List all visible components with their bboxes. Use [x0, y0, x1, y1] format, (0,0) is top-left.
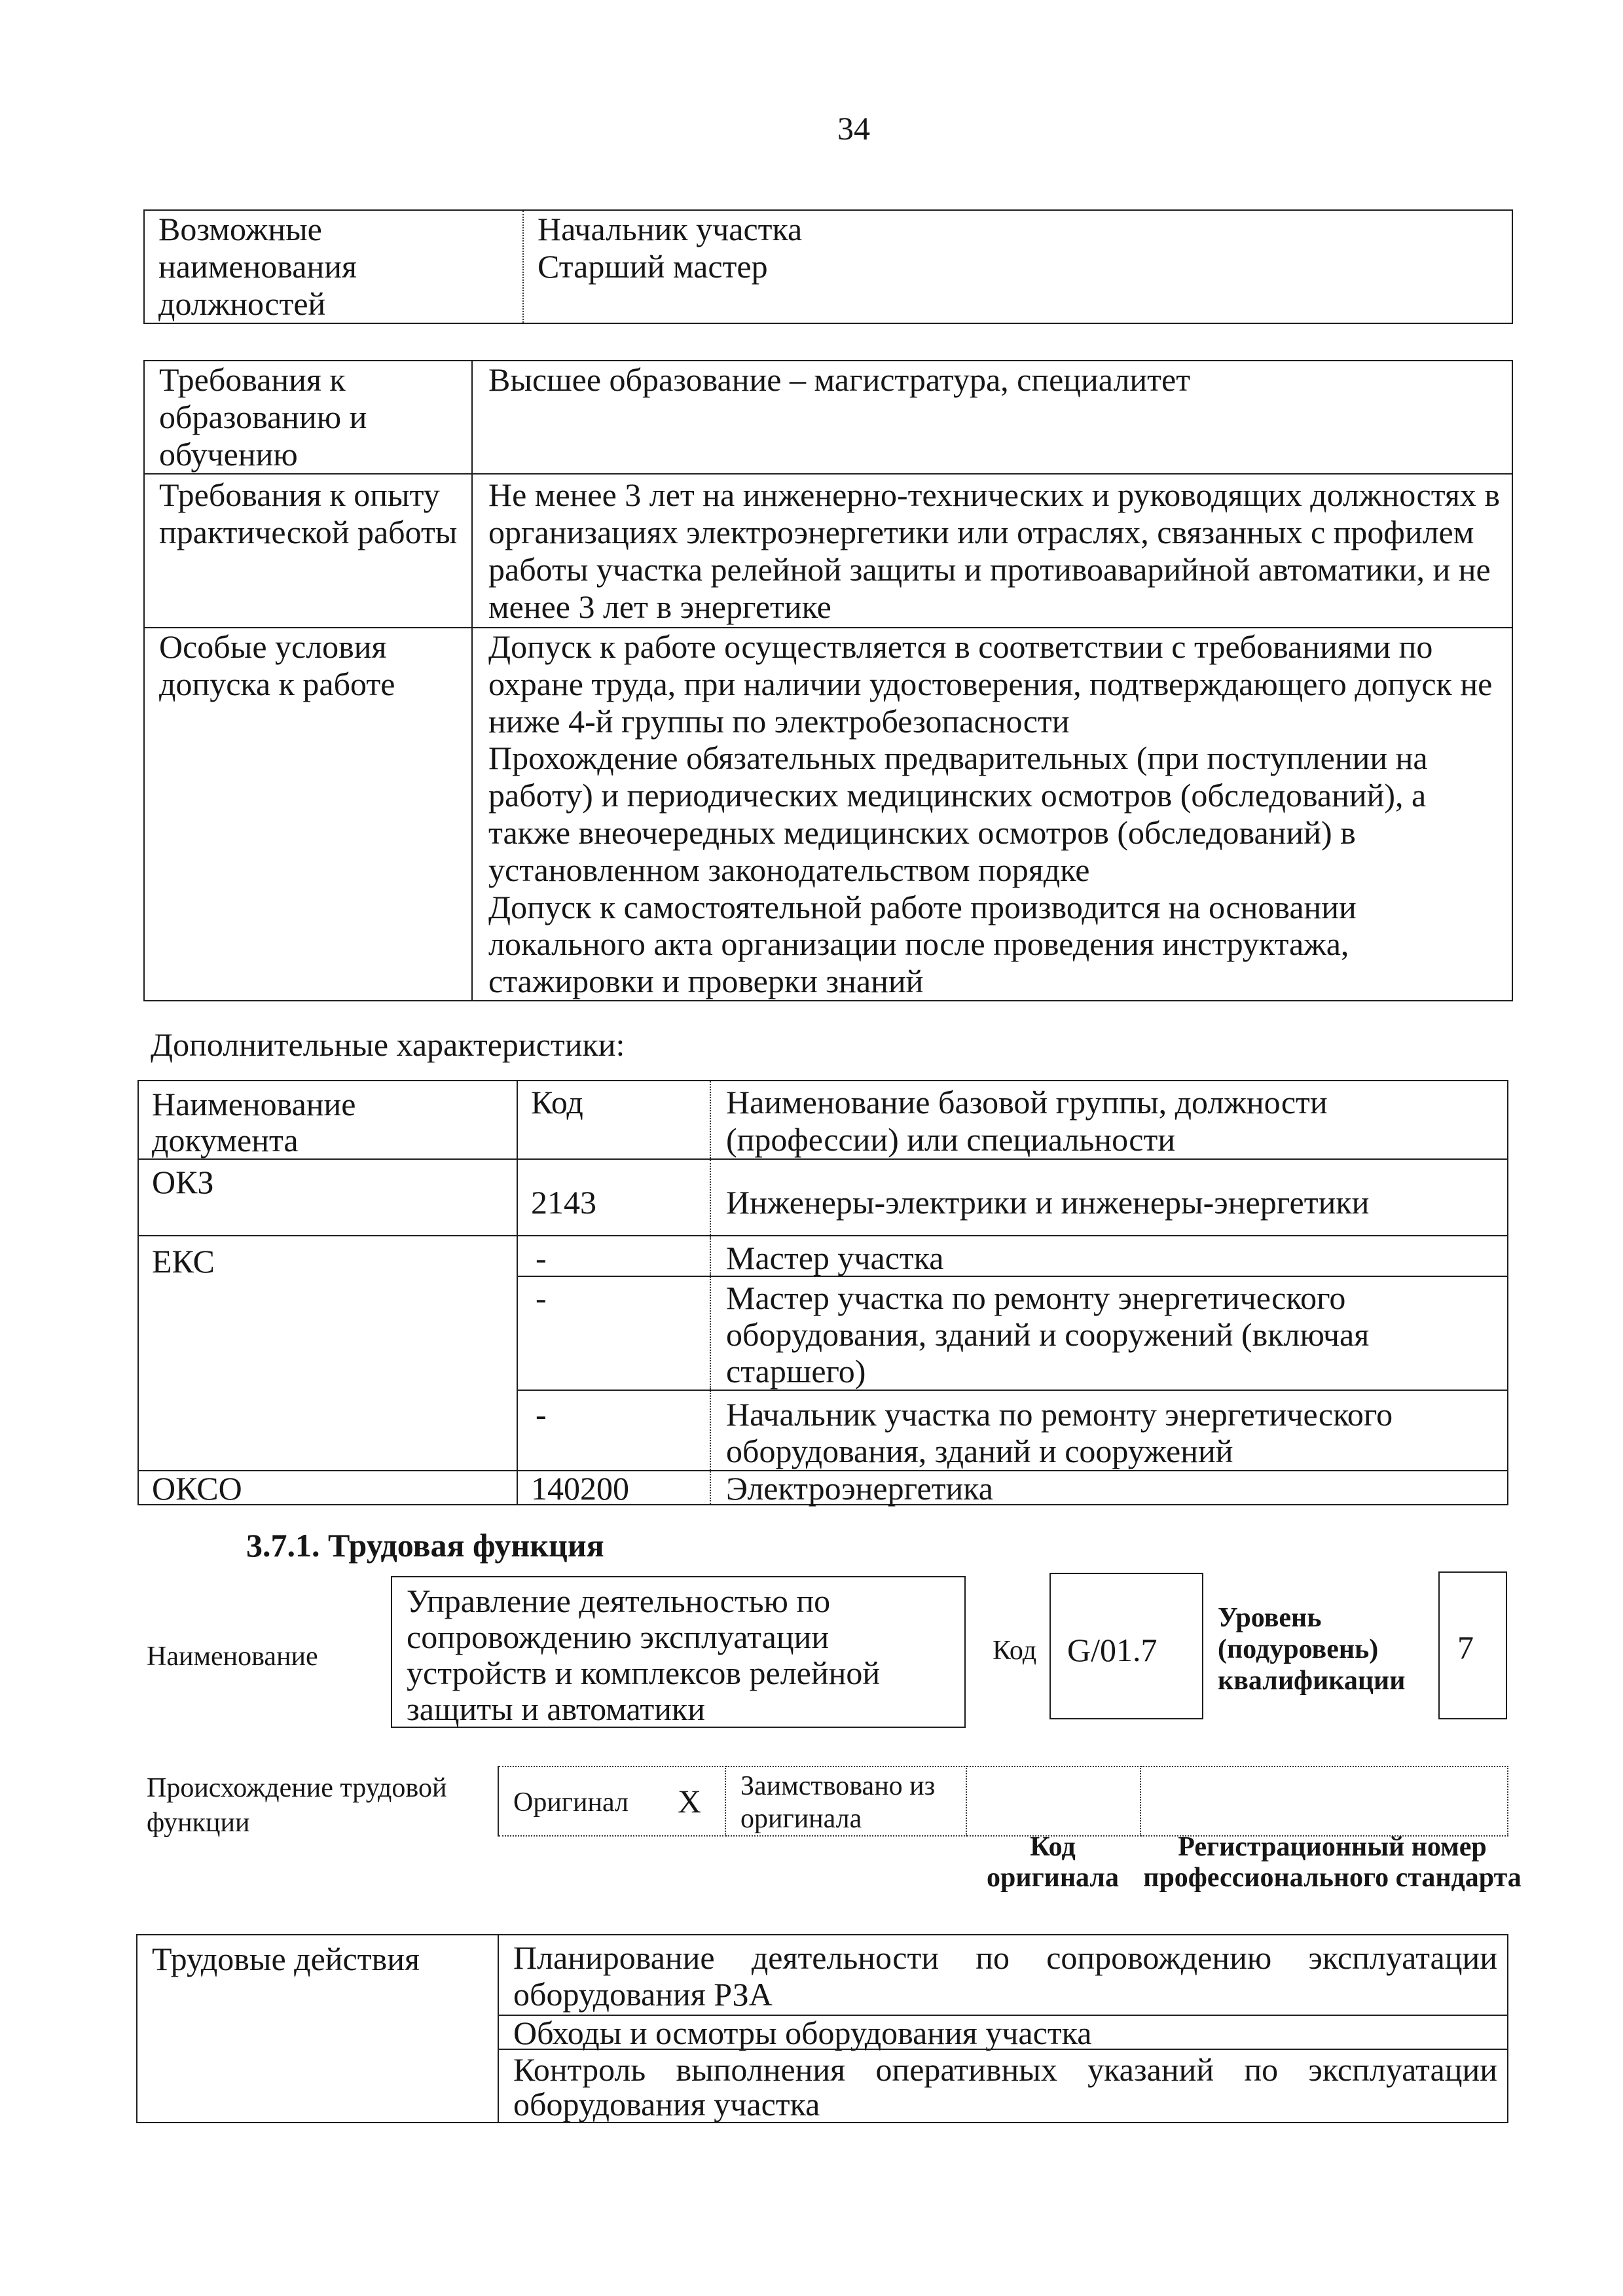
okso-document	[138, 1471, 517, 1505]
eks-code-2-text: -	[536, 1280, 547, 1316]
okz-document	[138, 1159, 517, 1236]
function-code-label: Код	[993, 1636, 1037, 1666]
eks-code-3	[517, 1390, 710, 1471]
text-line: (подуровень)	[1218, 1634, 1379, 1664]
labor-actions-table	[136, 1934, 1508, 2123]
text-line: оригинала	[740, 1804, 862, 1834]
origin-original-mark: X	[678, 1783, 702, 1820]
labor-action-3	[498, 2049, 1508, 2123]
text-line: также внеочередных медицинских осмотров (обследований) в	[488, 814, 1356, 851]
eks-row-1	[138, 1236, 1508, 1276]
text-line: Управление деятельностью по	[407, 1583, 831, 1619]
text-line: Мастер участка по ремонту энергетического	[726, 1280, 1346, 1316]
labor-action-row-1	[137, 1935, 1508, 2015]
experience-requirements-value	[472, 474, 1512, 628]
text-line: оригинала	[987, 1863, 1119, 1893]
origin-label	[147, 1771, 447, 1840]
text-line: Старший мастер	[538, 248, 768, 285]
original-code-caption	[966, 1832, 1140, 1893]
eks-document-text: ЕКС	[152, 1243, 215, 1280]
text-line: Начальник участка	[538, 211, 803, 247]
job-titles-table	[143, 209, 1513, 324]
origin-original-label: Оригинал	[513, 1787, 629, 1818]
text-line: старшего)	[726, 1353, 866, 1390]
text-line: обучению	[159, 436, 298, 473]
text-line: защиты и автоматики	[407, 1691, 706, 1727]
eks-code-1	[517, 1236, 710, 1276]
table-header-row	[138, 1081, 1508, 1159]
text-line: Инженеры-электрики и инженеры-энергетики	[726, 1184, 1370, 1221]
text-line: Возможные	[158, 211, 322, 247]
text-line: менее 3 лет в энергетике	[488, 588, 831, 625]
function-code-value: G/01.7	[1067, 1632, 1158, 1668]
text-line: Требования к	[159, 361, 346, 398]
text-line: (профессии) или специальности	[726, 1121, 1176, 1158]
text-line: Наименование базовой группы, должности	[726, 1084, 1328, 1121]
origin-registration-number-cell	[1140, 1767, 1508, 1836]
text-line: наименования	[158, 248, 357, 285]
qualification-level-box	[1438, 1571, 1507, 1719]
experience-requirements-label	[144, 474, 472, 628]
labor-action-1	[498, 1935, 1508, 2015]
eks-code-3-text: -	[536, 1396, 547, 1433]
text-line: организациях электроэнергетики или отраслях, связанных с профилем	[488, 514, 1474, 550]
eks-name-2	[710, 1276, 1508, 1390]
text-line: Происхождение трудовой	[147, 1773, 447, 1803]
okz-name	[710, 1159, 1508, 1236]
header-code-text: Код	[531, 1084, 583, 1121]
header-code	[517, 1081, 710, 1159]
text-line: Высшее образование – магистратура, специалитет	[488, 361, 1191, 398]
function-code-box	[1049, 1573, 1203, 1719]
header-document	[138, 1081, 517, 1159]
text-line: Планирование деятельности по сопровождению эксплуатации	[513, 1939, 1497, 1976]
text-line: квалификации	[1218, 1666, 1406, 1696]
admission-conditions-label	[144, 628, 472, 1001]
job-titles-label	[144, 210, 523, 323]
text-line: Заимствовано из	[740, 1771, 936, 1801]
experience-requirements-row	[144, 474, 1512, 628]
text-line: Мастер участка	[726, 1240, 944, 1276]
text-line: сопровождению эксплуатации	[407, 1619, 830, 1655]
labor-action-2	[498, 2015, 1508, 2049]
function-name-box	[391, 1576, 966, 1728]
text-line: стажировки и проверки знаний	[488, 963, 924, 1000]
text-line: устройств и комплексов релейной	[407, 1655, 881, 1691]
text-line: Электроэнергетика	[726, 1470, 993, 1507]
text-line: Регистрационный номер	[1178, 1832, 1487, 1862]
text-line: оборудования, зданий и сооружений	[726, 1433, 1233, 1469]
text-line: должностей	[158, 285, 326, 322]
text-line: Код	[1030, 1832, 1076, 1862]
okz-document-text: ОКЗ	[152, 1164, 214, 1200]
eks-name-1	[710, 1236, 1508, 1276]
okso-code	[517, 1471, 710, 1505]
text-line: Начальник участка по ремонту энергетического	[726, 1396, 1393, 1433]
text-line: образованию и	[159, 399, 367, 435]
text-line: Контроль выполнения оперативных указаний по эксплуатации	[513, 2051, 1497, 2088]
text-line: Прохождение обязательных предварительных (при поступлении на	[488, 740, 1428, 777]
text-line: практической работы	[159, 514, 458, 550]
text-line: ниже 4-й группы по электробезопасности	[488, 702, 1070, 740]
origin-borrowed-cell	[725, 1767, 966, 1836]
text-line: работы участка релейной защиты и противоаварийной автоматики, и не	[488, 551, 1491, 588]
text-line: Особые условия	[159, 628, 387, 665]
okz-code	[517, 1159, 710, 1236]
okz-code-text: 2143	[531, 1184, 596, 1221]
okso-row	[138, 1471, 1508, 1505]
text-line: профессионального стандарта	[1143, 1863, 1522, 1893]
admission-conditions-value	[472, 628, 1512, 1001]
text-line: Допуск к самостоятельной работе производится на основании	[488, 888, 1357, 925]
education-requirements-row	[144, 361, 1512, 474]
additional-characteristics-table	[137, 1080, 1508, 1505]
text-line: документа	[152, 1122, 299, 1158]
labor-function-heading: 3.7.1. Трудовая функция	[246, 1527, 604, 1564]
labor-actions-label	[137, 1935, 498, 2123]
admission-conditions-row	[144, 628, 1512, 1001]
function-name-label: Наименование	[147, 1641, 318, 1672]
eks-code-1-text: -	[536, 1240, 547, 1276]
text-line: Не менее 3 лет на инженерно-технических и руководящих должностях в	[488, 476, 1501, 513]
okso-code-text: 140200	[531, 1470, 629, 1507]
text-line: Уровень	[1218, 1603, 1322, 1633]
eks-document	[138, 1236, 517, 1471]
header-name	[710, 1081, 1508, 1159]
text-line: оборудования участка	[513, 2086, 820, 2123]
text-line: локального акта организации после проведения инструктажа,	[488, 925, 1349, 963]
okz-row	[138, 1159, 1508, 1236]
additional-characteristics-heading: Дополнительные характеристики:	[151, 1026, 625, 1063]
eks-code-2	[517, 1276, 710, 1390]
requirements-table	[143, 360, 1513, 1001]
text-line: Допуск к работе осуществляется в соответствии с требованиями по	[488, 628, 1433, 665]
job-titles-values	[523, 210, 1512, 323]
text-line: допуска к работе	[159, 666, 395, 702]
qualification-level-value: 7	[1457, 1629, 1474, 1666]
text-line: Требования к опыту	[159, 476, 440, 513]
text-line: установленном законодательством порядке	[488, 851, 1090, 888]
text-line: Обходы и осмотры оборудования участка	[513, 2015, 1092, 2051]
origin-code-cell	[966, 1767, 1140, 1836]
origin-table	[498, 1766, 1508, 1837]
job-titles-row	[144, 210, 1512, 323]
registration-number-caption	[1142, 1832, 1522, 1893]
text-line: Наименование	[152, 1086, 356, 1122]
okso-name	[710, 1471, 1508, 1505]
education-requirements-label	[144, 361, 472, 474]
origin-original-cell	[498, 1767, 725, 1836]
text-line: охране труда, при наличии удостоверения, подтверждающего допуск не	[488, 665, 1493, 702]
text-line: работу) и периодических медицинских осмотров (обследований), а	[488, 777, 1427, 814]
text-line: функции	[147, 1808, 250, 1838]
text-line: оборудования РЗА	[513, 1976, 773, 2013]
page-number: 34	[837, 110, 870, 147]
education-requirements-value	[472, 361, 1512, 474]
labor-actions-label-text: Трудовые действия	[152, 1941, 420, 1977]
origin-row	[498, 1767, 1508, 1836]
okso-document-text: ОКСО	[152, 1470, 242, 1507]
qualification-level-label	[1218, 1602, 1405, 1696]
text-line: оборудования, зданий и сооружений (включая	[726, 1316, 1370, 1353]
eks-name-3	[710, 1390, 1508, 1471]
